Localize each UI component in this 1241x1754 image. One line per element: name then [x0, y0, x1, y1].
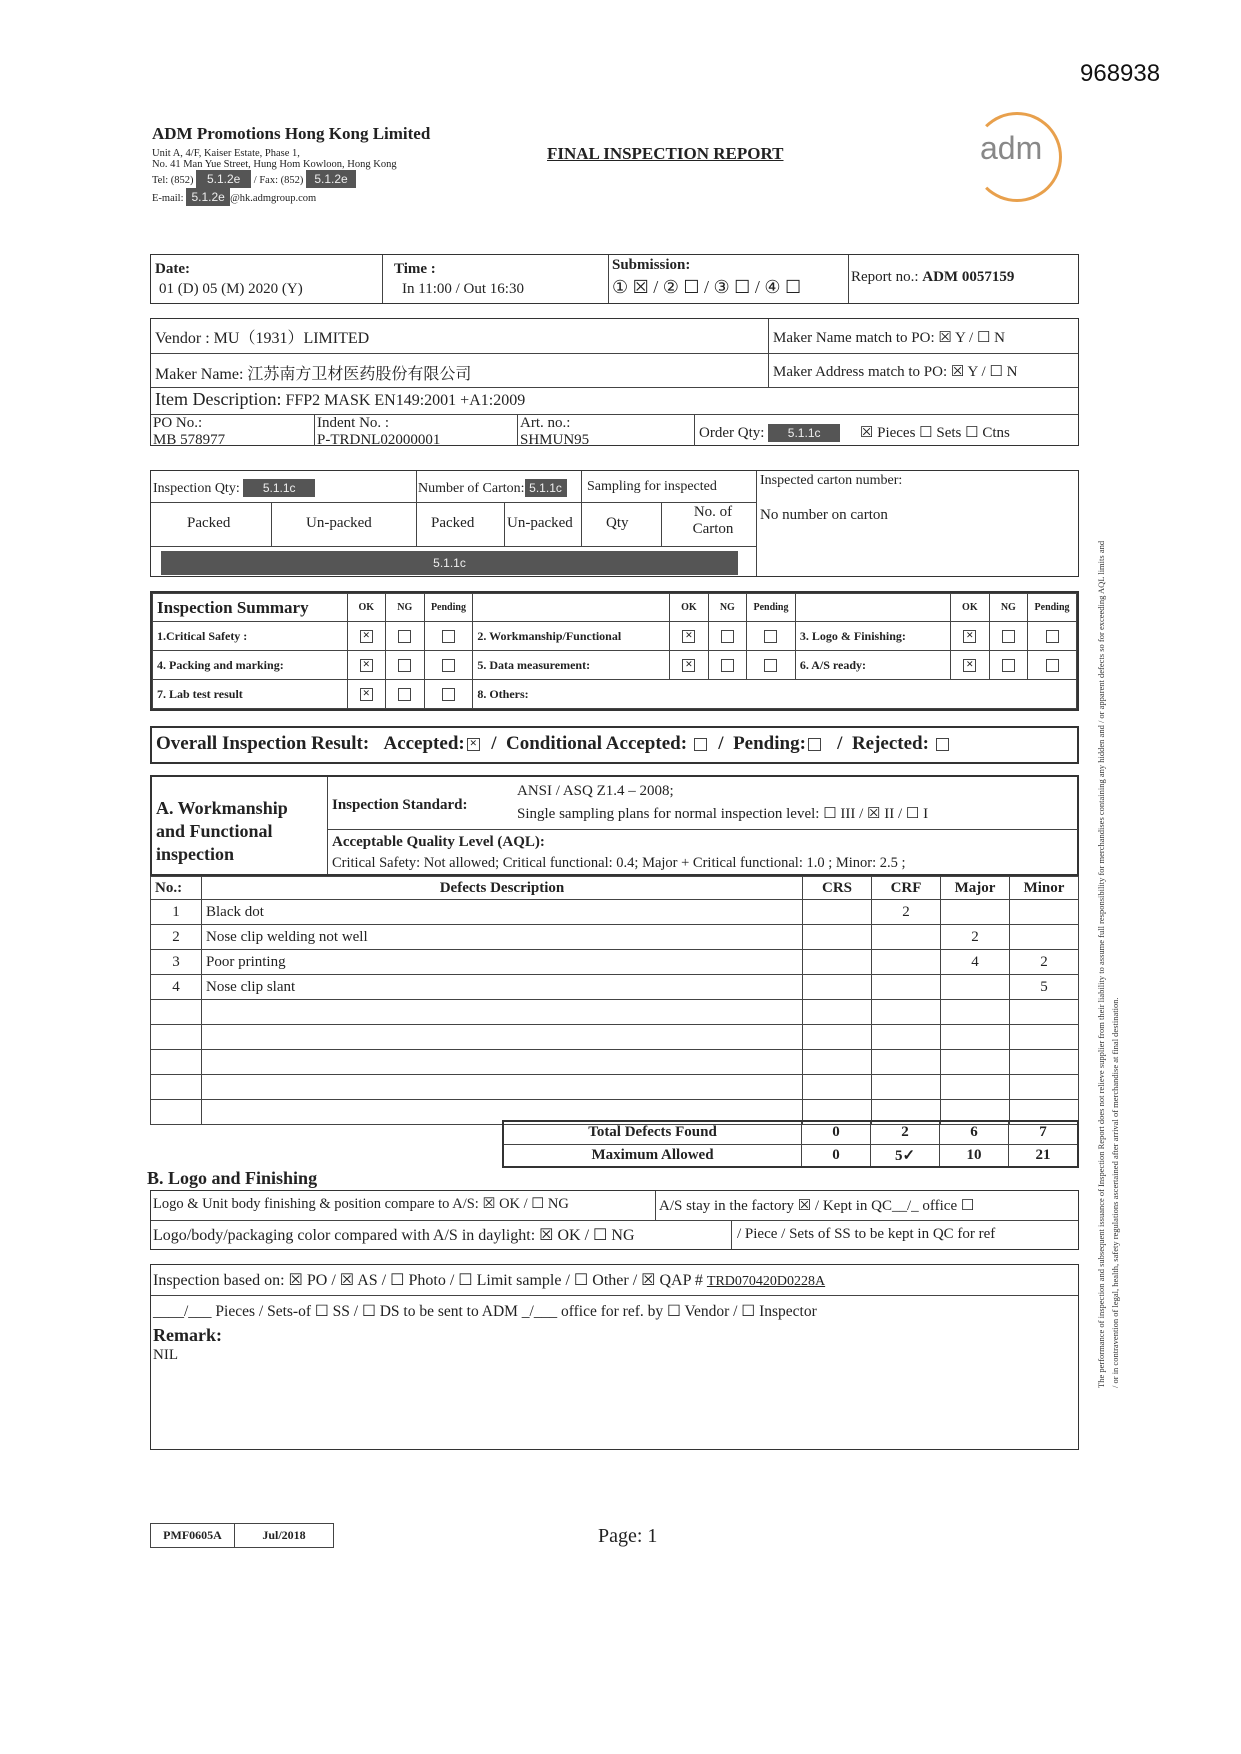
aql-line: Critical Safety: Not allowed; Critical functional: 0.4; Major + Critical functional: 1.0 ; Minor: 2.5 ; — [332, 855, 906, 871]
table-row-empty — [151, 1000, 1079, 1025]
col-header-crf: CRF — [872, 877, 941, 900]
defect-no: 4 — [151, 975, 202, 1000]
maker-name: Maker Name: 江苏南方卫材医药股份有限公司 — [155, 366, 472, 383]
date-label: Date: — [155, 261, 190, 277]
redaction-fax: 5.1.2e — [306, 170, 356, 188]
pending-label: Pending: — [733, 733, 806, 754]
summary-item-label: 6. A/S ready: — [795, 651, 950, 680]
defect-no: 1 — [151, 900, 202, 925]
defect-crs — [803, 975, 872, 1000]
summary-title: Inspection Summary — [153, 594, 348, 622]
summary-item-label: 8. Others: — [473, 680, 1077, 709]
company-name: ADM Promotions Hong Kong Limited — [152, 124, 431, 143]
date-value: 01 (D) 05 (M) 2020 (Y) — [159, 281, 303, 297]
ok-checkbox[interactable] — [360, 688, 373, 701]
logo-finishing-title: B. Logo and Finishing — [147, 1168, 318, 1188]
logo-finish-row1-right: A/S stay in the factory ☒ / Kept in QC__/_ office ☐ — [659, 1198, 975, 1214]
max-crs: 0 — [802, 1144, 871, 1167]
rejected-label: Rejected: — [851, 733, 929, 754]
defect-description: Nose clip slant — [202, 975, 803, 1000]
header-row — [150, 254, 1079, 304]
total-minor: 7 — [1009, 1121, 1079, 1144]
total-crs: 0 — [802, 1121, 871, 1144]
rejected-checkbox[interactable] — [936, 738, 949, 751]
summary-item-label: 2. Workmanship/Functional — [473, 622, 670, 651]
overall-label: Overall Inspection Result: — [156, 733, 370, 754]
submission-label: Submission: — [612, 257, 691, 273]
logo-finish-row1-left: Logo & Unit body finishing & position compare to A/S: ☒ OK / ☐ NG — [153, 1196, 569, 1212]
defect-crs — [803, 900, 872, 925]
company-header — [152, 124, 512, 206]
col-header-major: Major — [941, 877, 1010, 900]
form-code-box — [150, 1523, 334, 1548]
defect-description: Nose clip welding not well — [202, 925, 803, 950]
conditional-label: Conditional Accepted: — [506, 733, 688, 754]
summary-table — [152, 593, 1077, 709]
summary-item-label: 4. Packing and marking: — [153, 651, 348, 680]
total-defects-label: Total Defects Found — [503, 1121, 802, 1144]
defect-minor — [1010, 900, 1079, 925]
ng-checkbox[interactable] — [721, 630, 734, 643]
ok-checkbox[interactable] — [360, 659, 373, 672]
report-no-label: Report no.: — [851, 269, 919, 285]
aql-label: Acceptable Quality Level (AQL): — [332, 834, 545, 850]
ok-checkbox[interactable] — [963, 659, 976, 672]
ok-checkbox[interactable] — [682, 630, 695, 643]
quantity-block — [150, 470, 1079, 577]
totals-table — [502, 1120, 1079, 1168]
summary-item-label: 1.Critical Safety : — [153, 622, 348, 651]
defect-crf — [872, 950, 941, 975]
ok-header-3: OK — [951, 594, 989, 622]
defect-minor: 2 — [1010, 950, 1079, 975]
standard-line-1: ANSI / ASQ Z1.4 – 2008; — [517, 783, 674, 799]
time-label: Time : — [394, 261, 436, 277]
table-row-empty — [151, 1025, 1079, 1050]
basis-block — [150, 1264, 1079, 1450]
accepted-label: Accepted: — [383, 733, 465, 754]
summary-item-label: 7. Lab test result — [153, 680, 348, 709]
basis-line-1: Inspection based on: ☒ PO / ☒ AS / ☐ Photo / ☐ Limit sample / ☐ Other / ☒ QAP # — [153, 1272, 703, 1289]
ok-header-2: OK — [670, 594, 708, 622]
inspection-qty-label: Inspection Qty: — [153, 481, 240, 496]
max-minor: 21 — [1009, 1144, 1079, 1167]
standard-label: Inspection Standard: — [332, 797, 468, 813]
defect-major — [941, 900, 1010, 925]
defect-description: Black dot — [202, 900, 803, 925]
submission-value: ① ☒ / ② ☐ / ③ ☐ / ④ ☐ — [612, 277, 802, 297]
form-date: Jul/2018 — [235, 1524, 334, 1548]
table-row-empty — [151, 1075, 1079, 1100]
ng-checkbox[interactable] — [1002, 630, 1015, 643]
col-header-no: No.: — [151, 877, 202, 900]
inspection-summary — [150, 591, 1079, 711]
remark-label: Remark: — [153, 1325, 222, 1345]
pending-checkbox[interactable] — [442, 688, 455, 701]
sampling-label: Sampling for inspected — [587, 479, 717, 494]
pending-checkbox[interactable] — [808, 738, 821, 751]
pending-header-1: Pending — [424, 594, 473, 622]
workmanship-block — [150, 775, 1079, 876]
company-email — [152, 188, 512, 206]
table-row — [151, 900, 1079, 925]
order-qty-label: Order Qty: — [699, 425, 765, 441]
ng-checkbox[interactable] — [398, 659, 411, 672]
defect-major: 4 — [941, 950, 1010, 975]
qty-header: Qty — [606, 515, 629, 531]
ok-checkbox[interactable] — [682, 659, 695, 672]
defect-major: 2 — [941, 925, 1010, 950]
order-units: ☒ Pieces ☐ Sets ☐ Ctns — [859, 425, 1010, 441]
pending-checkbox[interactable] — [1046, 659, 1059, 672]
item-description-value: FFP2 MASK EN149:2001 +A1:2009 — [285, 392, 526, 409]
po-value: MB 578977 — [153, 432, 226, 448]
defect-no: 2 — [151, 925, 202, 950]
ok-checkbox[interactable] — [360, 630, 373, 643]
logo-finish-row2-left: Logo/body/packaging color compared with A/S in daylight: ☒ OK / ☐ NG — [153, 1227, 635, 1244]
pending-header-2: Pending — [747, 594, 796, 622]
defect-crf — [872, 975, 941, 1000]
defect-crs — [803, 950, 872, 975]
defect-major — [941, 975, 1010, 1000]
defects-table — [150, 876, 1079, 1125]
company-address-1: Unit A, 4/F, Kaiser Estate, Phase 1, — [152, 148, 300, 159]
item-description-label: Item Description: — [155, 389, 282, 409]
inspected-carton-label: Inspected carton number: — [760, 473, 903, 488]
indent-label: Indent No. : — [317, 415, 390, 431]
report-no-value: ADM 0057159 — [922, 269, 1015, 285]
total-major: 6 — [940, 1121, 1009, 1144]
ok-checkbox[interactable] — [963, 630, 976, 643]
maximum-allowed-label: Maximum Allowed — [503, 1144, 802, 1167]
qap-number: TRD070420D0228A — [706, 1274, 826, 1289]
table-row — [151, 950, 1079, 975]
pending-checkbox[interactable] — [442, 630, 455, 643]
page-number: Page: 1 — [598, 1525, 658, 1547]
maker-address-match: Maker Address match to PO: ☒ Y / ☐ N — [773, 364, 1018, 380]
email-label: E-mail: — [152, 193, 184, 204]
table-row-empty — [151, 1050, 1079, 1075]
cartons-label: Number of Carton: — [418, 481, 525, 496]
table-row — [151, 925, 1079, 950]
ng-header-2: NG — [708, 594, 746, 622]
vendor-block — [150, 318, 1079, 446]
redaction-tel: 5.1.2e — [196, 170, 251, 188]
defect-crf — [872, 925, 941, 950]
max-major: 10 — [940, 1144, 1009, 1167]
report-title: FINAL INSPECTION REPORT — [547, 144, 784, 163]
col-header-minor: Minor — [1010, 877, 1079, 900]
defect-minor — [1010, 925, 1079, 950]
indent-value: P-TRDNL02000001 — [317, 432, 441, 448]
adm-logo — [972, 112, 1072, 212]
document-number: 968938 — [1080, 60, 1161, 87]
ng-checkbox[interactable] — [1002, 659, 1015, 672]
inspected-carton-value: No number on carton — [760, 507, 888, 523]
summary-item-label: 5. Data measurement: — [473, 651, 670, 680]
redaction-email: 5.1.2e — [186, 188, 230, 206]
art-label: Art. no.: — [520, 415, 571, 431]
tel-label: Tel: (852) — [152, 175, 194, 186]
redaction-order-qty: 5.1.1c — [768, 424, 840, 442]
defect-crs — [803, 925, 872, 950]
accepted-checkbox[interactable] — [467, 738, 480, 751]
logo-finish-row2-right: / Piece / Sets of SS to be kept in QC for ref — [737, 1226, 996, 1242]
redaction-quantity-row: 5.1.1c — [161, 551, 738, 575]
remark-value: NIL — [153, 1347, 178, 1363]
redaction-inspection-qty: 5.1.1c — [243, 479, 315, 497]
logo-text: adm — [980, 130, 1043, 166]
table-row — [151, 975, 1079, 1000]
pending-checkbox[interactable] — [442, 659, 455, 672]
ng-checkbox[interactable] — [721, 659, 734, 672]
workmanship-title: A. Workmanship and Functional inspection — [156, 798, 288, 864]
pending-checkbox[interactable] — [764, 659, 777, 672]
col-header-crs: CRS — [803, 877, 872, 900]
basis-line-2: ____/___ Pieces / Sets-of ☐ SS / ☐ DS to be sent to ADM _/___ office for ref. by ☐ Vendor / ☐ Inspector — [153, 1303, 817, 1320]
side-disclaimer-2: / or in contravention of legal, health, safety regulations ascertained after arrival of merchandise at final destination. — [1110, 997, 1120, 1388]
defect-minor: 5 — [1010, 975, 1079, 1000]
vendor-name: Vendor : MU（1931）LIMITED — [155, 330, 370, 347]
col-header-description: Defects Description — [202, 877, 803, 900]
email-domain: @hk.admgroup.com — [230, 193, 317, 204]
ng-checkbox[interactable] — [398, 630, 411, 643]
unpacked-carton-header: Un-packed — [507, 515, 573, 531]
unpacked-header: Un-packed — [306, 515, 372, 531]
defect-crf: 2 — [872, 900, 941, 925]
company-address-2: No. 41 Man Yue Street, Hung Hom Kowloon, Hong Kong — [152, 159, 397, 170]
po-label: PO No.: — [153, 415, 203, 431]
defect-no: 3 — [151, 950, 202, 975]
maker-name-match: Maker Name match to PO: ☒ Y / ☐ N — [773, 330, 1005, 346]
no-of-carton-header: No. of Carton — [692, 504, 734, 537]
max-crf: 5✓ — [871, 1144, 940, 1167]
defect-description: Poor printing — [202, 950, 803, 975]
side-disclaimer-1: The performance of inspection and subsequent issuance of Inspection Report does not relieve supplier from their liability to assume full responsibility for merchandises containing any hidden and / or apparent defects so for exceeding AQL limits and — [1096, 540, 1106, 1388]
ng-checkbox[interactable] — [398, 688, 411, 701]
ng-header-1: NG — [386, 594, 424, 622]
total-crf: 2 — [871, 1121, 940, 1144]
redaction-cartons: 5.1.1c — [525, 479, 567, 497]
fax-label: / Fax: (852) — [253, 175, 304, 186]
packed-header: Packed — [187, 515, 231, 531]
time-value: In 11:00 / Out 16:30 — [402, 281, 524, 297]
art-value: SHMUN95 — [520, 432, 590, 448]
overall-result: Overall Inspection Result: Accepted:✕ / Conditional Accepted: / Pending: / Rejected: — [150, 726, 1079, 764]
ng-header-3: NG — [989, 594, 1027, 622]
pending-checkbox[interactable] — [764, 630, 777, 643]
conditional-checkbox[interactable] — [694, 738, 707, 751]
pending-header-3: Pending — [1028, 594, 1077, 622]
logo-finishing-block — [150, 1190, 1079, 1250]
ok-header-1: OK — [347, 594, 385, 622]
pending-checkbox[interactable] — [1046, 630, 1059, 643]
company-phone — [152, 170, 512, 188]
standard-line-2: Single sampling plans for normal inspection level: ☐ III / ☒ II / ☐ I — [517, 806, 929, 822]
form-code: PMF0605A — [151, 1524, 235, 1548]
packed-carton-header: Packed — [431, 515, 475, 531]
summary-item-label: 3. Logo & Finishing: — [795, 622, 950, 651]
